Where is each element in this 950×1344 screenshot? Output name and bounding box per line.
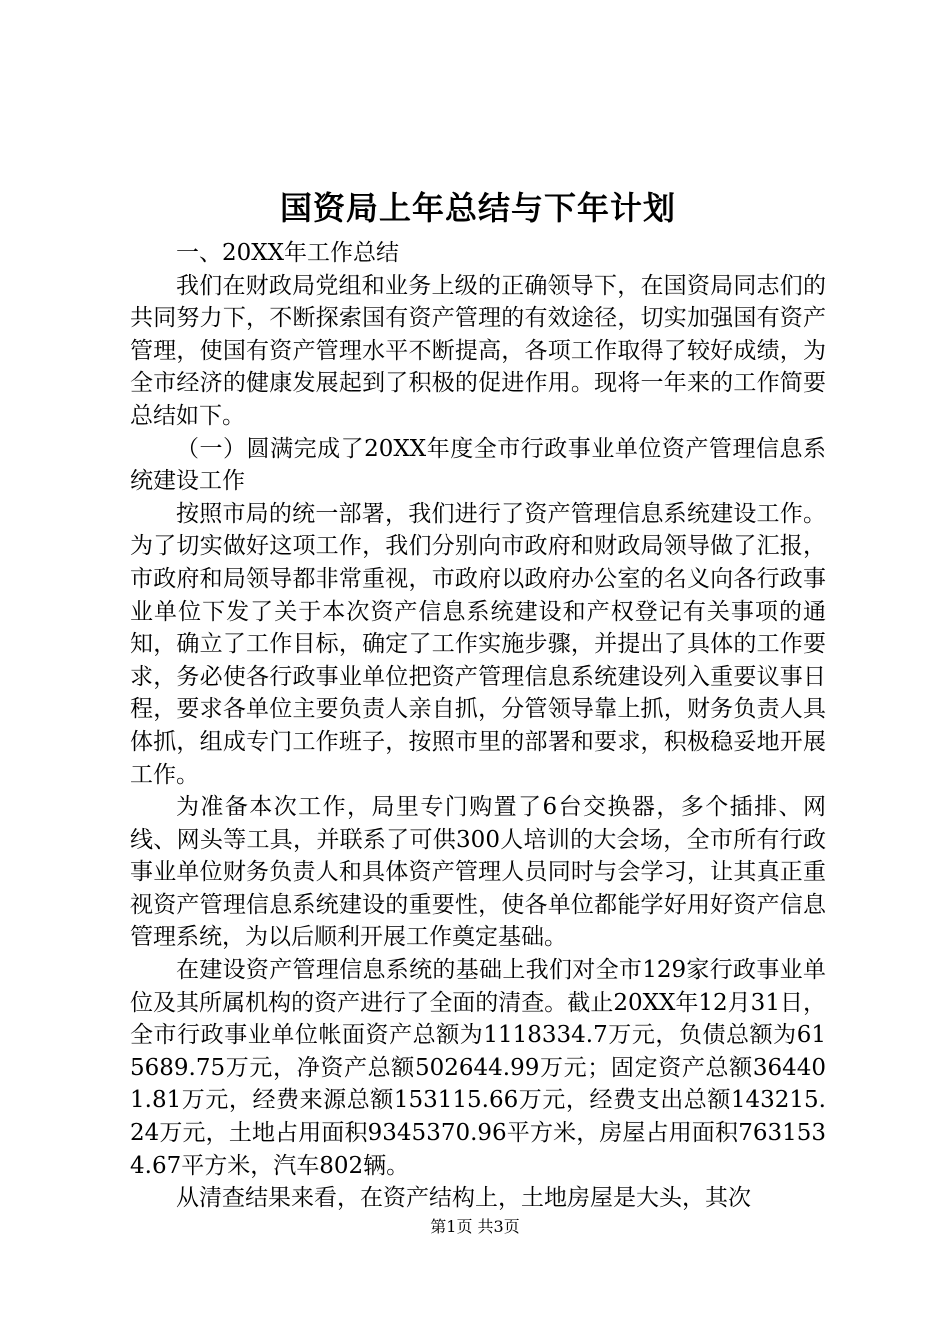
- paragraph-results: 从清查结果来看，在资产结构上，土地房屋是大头，其次: [176, 1185, 751, 1212]
- paragraph-preparation: 为准备本次工作，局里专门购置了6台交换器，多个插排、网线、网头等工具，并联系了可供300人培训的大会场，全市所有行政事业单位财务负责人和具体资产管理人员同时与会学习，让其真正重视资产管理信息系统建设的重要性，使各单位都能学好用好资产信息管理系统，为以后顺利开展工作奠定基础。: [130, 794, 826, 951]
- subsection-heading: （一）圆满完成了20XX年度全市行政事业单位资产管理信息系统建设工作: [130, 435, 826, 495]
- page-footer: 第1页 共3页: [430, 1217, 520, 1236]
- paragraph-asset-inventory: 在建设资产管理信息系统的基础上我们对全市129家行政事业单位及其所属机构的资产进行了全面的清查。截止20XX年12月31日，全市行政事业单位帐面资产总额为1118334.7万元，负债总额为615689.75万元，净资产总额502644.99万元；固定资产总额364401.81万元，经费来源总额153115.66万元，经费支出总额143215.24万元，土地占用面积9345370.96平方米，房屋占用面积7631534.67平方米，汽车802辆。: [130, 957, 826, 1179]
- paragraph-intro: 我们在财政局党组和业务上级的正确领导下，在国资局同志们的共同努力下，不断探索国有资产管理的有效途径，切实加强国有资产管理，使国有资产管理水平不断提高，各项工作取得了较好成绩，为全市经济的健康发展起到了积极的促进作用。现将一年来的工作简要总结如下。: [130, 272, 826, 429]
- section-heading: 一、20XX年工作总结: [176, 240, 400, 266]
- document-body: [130, 185, 826, 1215]
- document-title: 国资局上年总结与下年计划: [279, 189, 676, 227]
- paragraph-deployment: 按照市局的统一部署，我们进行了资产管理信息系统建设工作。为了切实做好这项工作，我们分别向市政府和财政局领导做了汇报，市政府和局领导都非常重视，市政府以政府办公室的名义向各行政事业单位下发了关于本次资产信息系统建设和产权登记有关事项的通知，确立了工作目标，确定了工作实施步骤，并提出了具体的工作要求，务必使各行政事业单位把资产管理信息系统建设列入重要议事日程，要求各单位主要负责人亲自抓，分管领导靠上抓，财务负责人具体抓，组成专门工作班子，按照市里的部署和要求，积极稳妥地开展工作。: [130, 500, 826, 788]
